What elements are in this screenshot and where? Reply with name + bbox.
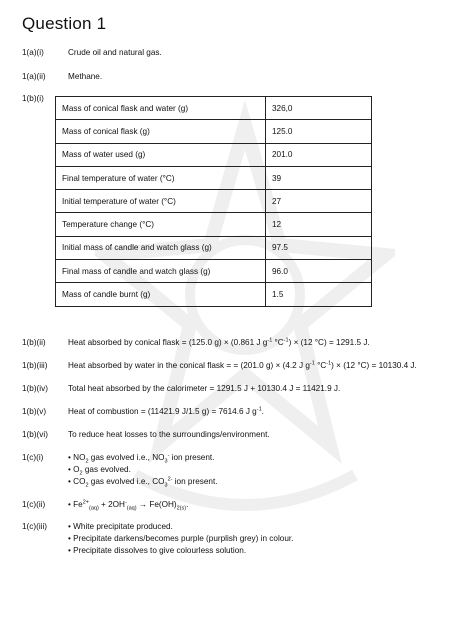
- answer-label: 1(b)(ii): [22, 338, 46, 347]
- table-cell-value: 39: [266, 166, 372, 189]
- answer-1c-ii-equation: [68, 499, 188, 511]
- answer-text: °C: [272, 338, 284, 347]
- table-cell-value: 27: [266, 190, 372, 213]
- answer-label: 1(b)(iv): [22, 384, 48, 393]
- bullet-item: • White precipitate produced.: [68, 521, 293, 533]
- table-row: [56, 236, 372, 259]
- bullet-item: • Precipitate darkens/becomes purple (purplish grey) in colour.: [68, 533, 293, 545]
- answer-label: 1(b)(vi): [22, 430, 48, 439]
- answer-1c-iii-label: 1(c)(iii): [22, 522, 48, 531]
- bullet-item: • $NO_2$ gas evolved i.e., $NO_3^-$ ion present.: [68, 452, 218, 464]
- table-row: [56, 97, 372, 120]
- bullet-item: • $Fe^{2+}_{(aq)} + 2OH^-_{(aq)} \to Fe(OH)_{2(s)}$.: [68, 499, 188, 511]
- table-row: [56, 143, 372, 166]
- answer-label: 1(a)(i): [22, 48, 44, 57]
- table-cell-label: Temperature change (°C): [56, 213, 266, 236]
- table-cell-label: Mass of candle burnt (g): [56, 283, 266, 306]
- answer-text: To reduce heat losses to the surroundings/environment.: [68, 430, 270, 439]
- table-cell-value: 326,0: [266, 97, 372, 120]
- answer-1c-i-label: 1(c)(i): [22, 453, 44, 462]
- table-cell-value: 125.0: [266, 120, 372, 143]
- answer-label: 1(b)(iii): [22, 361, 48, 370]
- table-row: [56, 190, 372, 213]
- answer-text: Heat absorbed by conical flask = (125.0 g) × (0.861 J g: [68, 338, 268, 347]
- answer-text: ) × (12 °C) = 10130.4 J.: [331, 361, 417, 370]
- bullet-item: • $CO_2$ gas evolved i.e., $CO_3^{2-}$ ion present.: [68, 476, 218, 488]
- answer-text: ) × (12 °C) = 1291.5 J.: [288, 338, 370, 347]
- answer-1b-vi: [22, 429, 270, 440]
- superscript: -1: [309, 360, 315, 367]
- answer-1b-ii: [22, 337, 370, 348]
- table-cell-label: Mass of conical flask and water (g): [56, 97, 266, 120]
- answer-text: °C: [314, 361, 327, 370]
- superscript: -1: [326, 360, 332, 367]
- bullet-item: • Precipitate dissolves to give colourless solution.: [68, 545, 293, 557]
- table-row: [56, 260, 372, 283]
- table-row: [56, 213, 372, 236]
- table-cell-label: Mass of water used (g): [56, 143, 266, 166]
- bullet-item: • $O_2$ gas evolved.: [68, 464, 218, 476]
- answer-text: Crude oil and natural gas.: [68, 48, 162, 57]
- table-cell-value: 1.5: [266, 283, 372, 306]
- table-cell-value: 96.0: [266, 260, 372, 283]
- table-cell-label: Initial temperature of water (°C): [56, 190, 266, 213]
- superscript: -1: [283, 337, 289, 344]
- table-cell-label: Initial mass of candle and watch glass (g): [56, 236, 266, 259]
- answer-text: Heat of combustion = (11421.9 J/1.5 g) = 7614.6 J g: [68, 407, 257, 416]
- answer-text: .: [261, 407, 264, 416]
- page-title: Question 1: [22, 14, 107, 33]
- table-cell-label: Final mass of candle and watch glass (g): [56, 260, 266, 283]
- answer-text: Total heat absorbed by the calorimeter = 1291.5 J + 10130.4 J = 11421.9 J.: [68, 384, 341, 393]
- superscript: -1: [267, 337, 273, 344]
- answer-1c-ii-label: 1(c)(ii): [22, 500, 46, 509]
- table-cell-label: Final temperature of water (°C): [56, 166, 266, 189]
- table-row: [56, 166, 372, 189]
- answer-1c-i-bullets: [68, 452, 218, 488]
- answer-1a-i: [22, 47, 162, 58]
- answer-label: 1(b)(v): [22, 407, 47, 416]
- table-cell-value: 201.0: [266, 143, 372, 166]
- answer-1b-iii: [22, 360, 417, 371]
- answer-text: Heat absorbed by water in the conical flask = = (201.0 g) × (4.2 J g: [68, 361, 310, 370]
- answer-1b-v: [22, 406, 264, 417]
- superscript: -1: [256, 406, 262, 413]
- page-margin-strip: [460, 30, 468, 590]
- table-cell-label: Mass of conical flask (g): [56, 120, 266, 143]
- answer-1b-i-label: 1(b)(i): [22, 94, 44, 103]
- answer-1c-iii-bullets: [68, 521, 293, 557]
- table-row: [56, 283, 372, 306]
- results-table: [55, 96, 372, 307]
- table-row: [56, 120, 372, 143]
- answer-text: Methane.: [68, 72, 103, 81]
- answer-label: 1(a)(ii): [22, 72, 46, 81]
- table-cell-value: 97.5: [266, 236, 372, 259]
- table-cell-value: 12: [266, 213, 372, 236]
- answer-1a-ii: [22, 71, 102, 82]
- answer-1b-iv: [22, 383, 340, 394]
